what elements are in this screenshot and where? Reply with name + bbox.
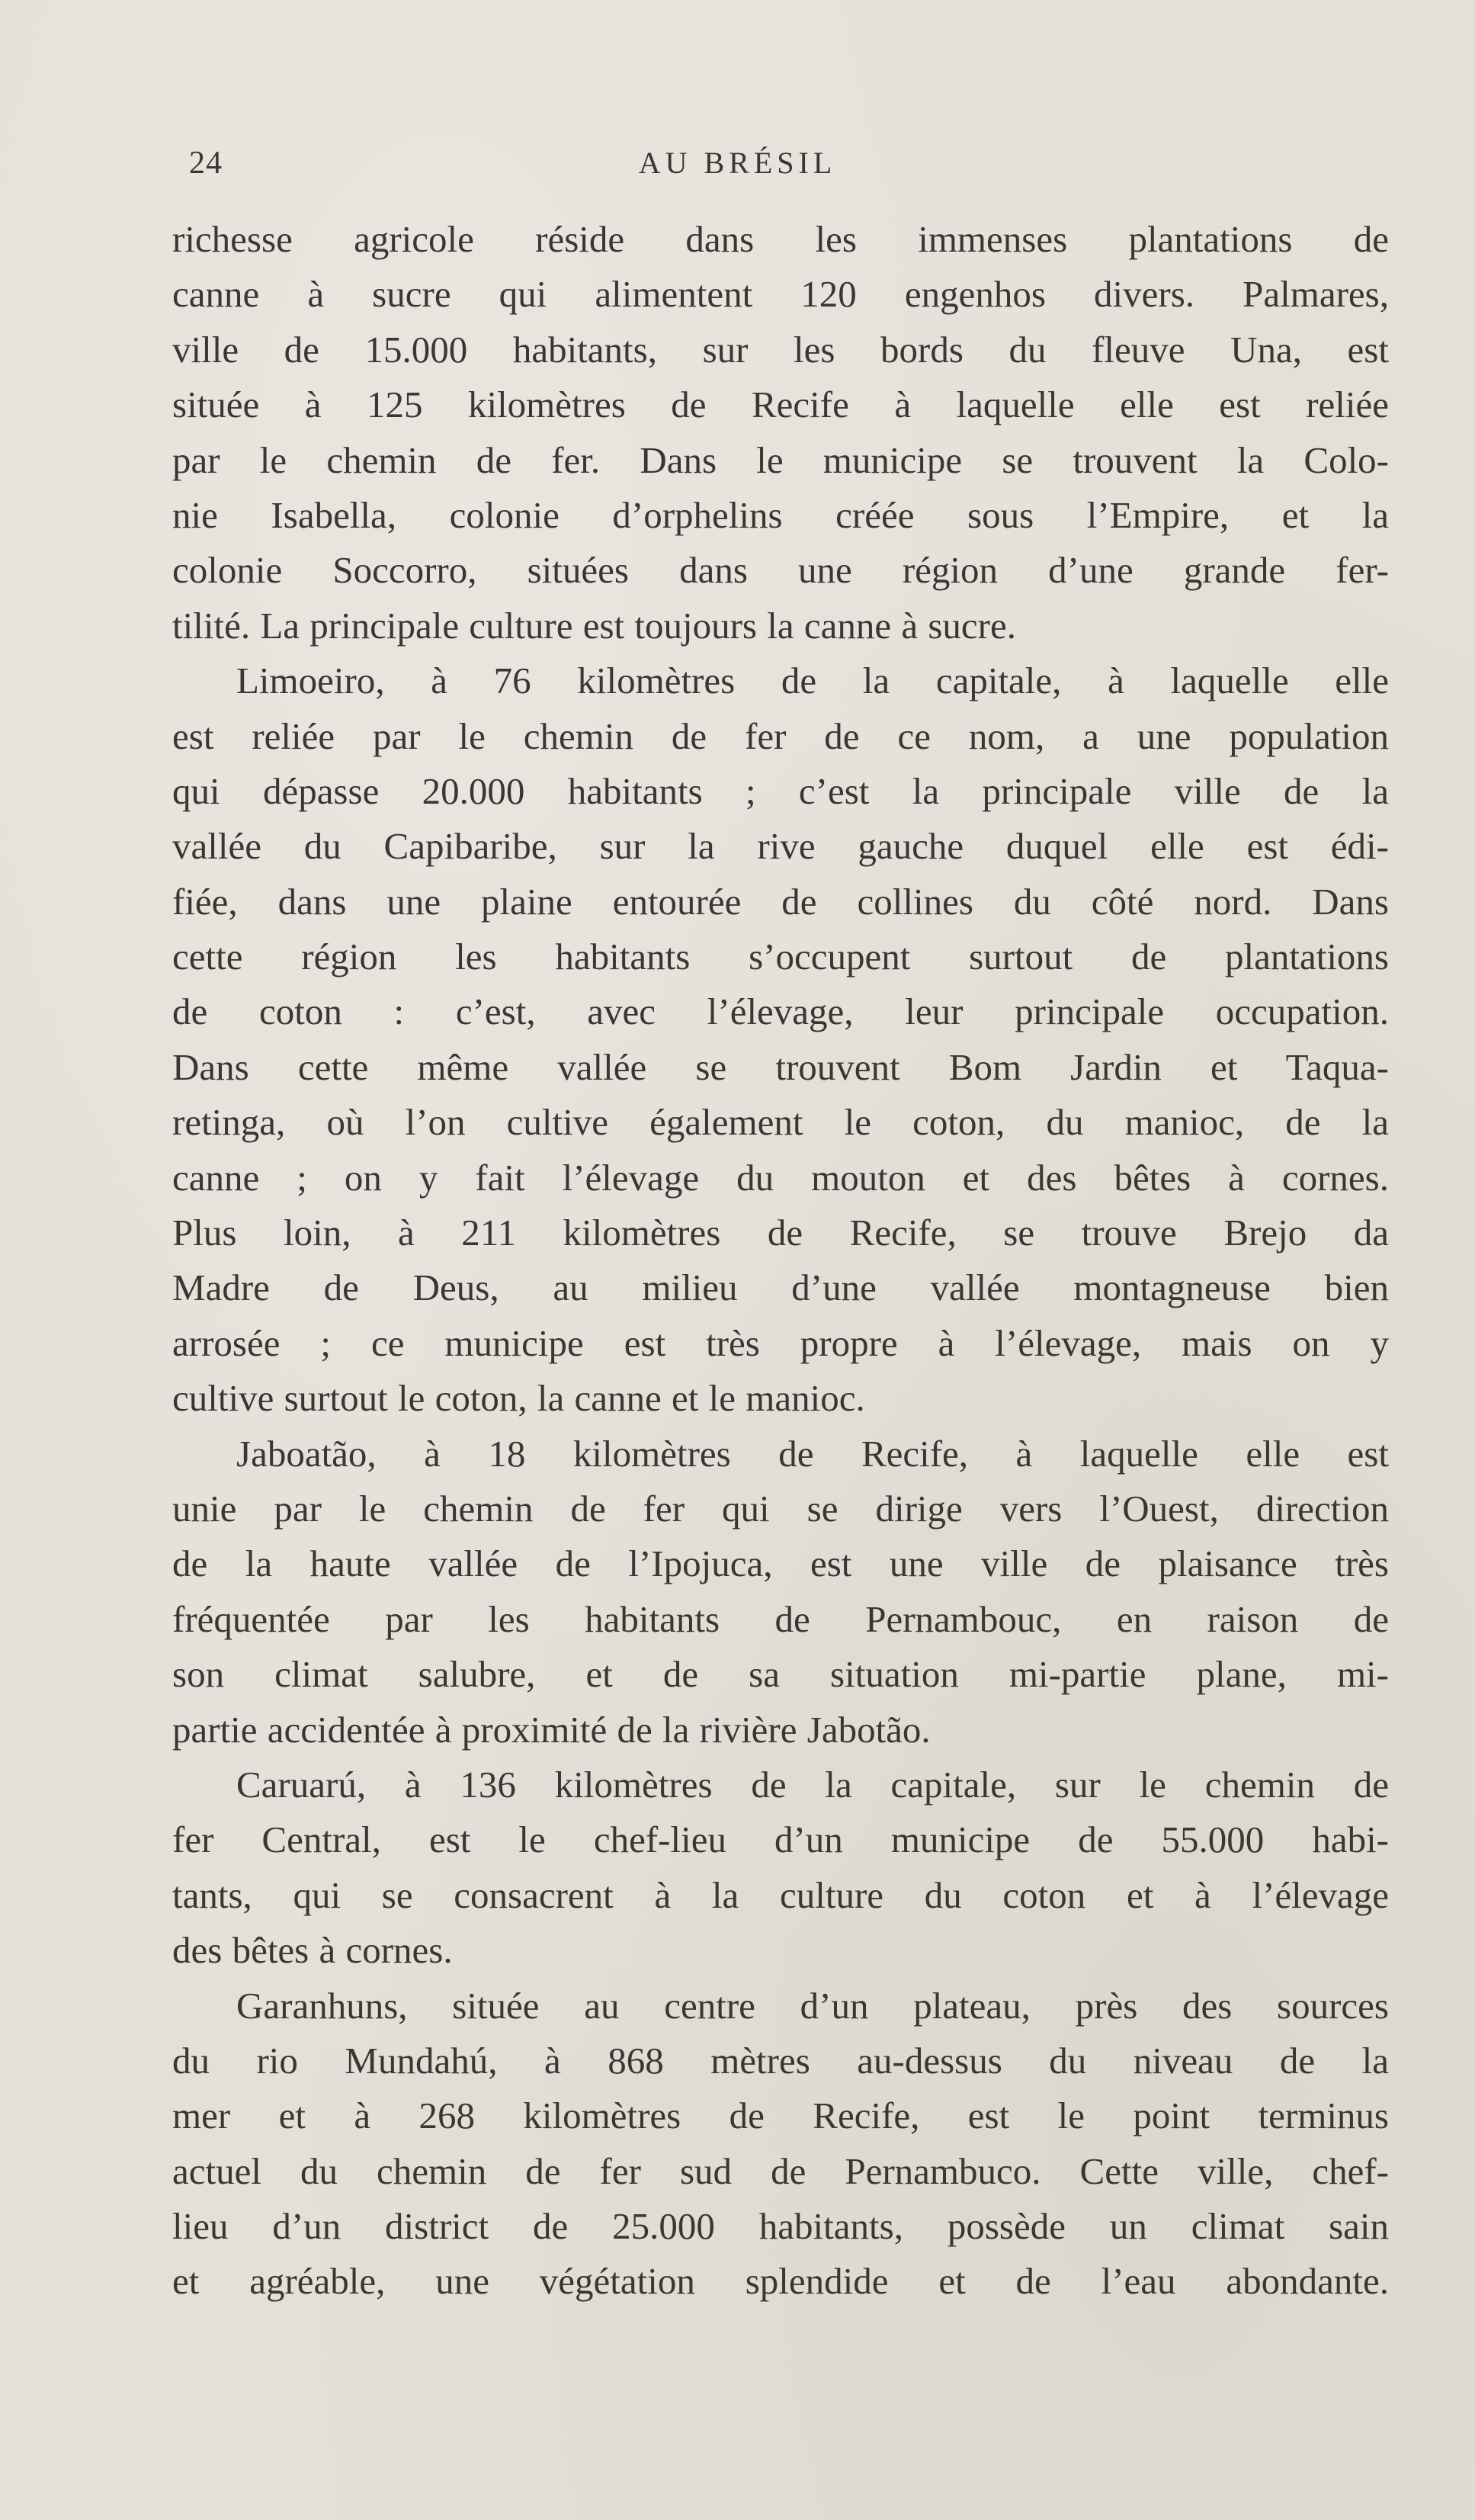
text-line: son climat salubre, et de sa situation mi-partie plane, mi-	[172, 1653, 1389, 1696]
text-line: fer Central, est le chef-lieu d’un municipe de 55.000 habi-	[172, 1819, 1389, 1861]
text-line: fréquentée par les habitants de Pernambouc, en raison de	[172, 1597, 1389, 1640]
text-line: du rio Mundahú, à 868 mètres au-dessus du niveau de la	[172, 2039, 1389, 2082]
text-line: Madre de Deus, au milieu d’une vallée montagneuse bien	[172, 1266, 1389, 1309]
text-line: est reliée par le chemin de fer de ce nom, a une population	[172, 714, 1389, 757]
text-line: unie par le chemin de fer qui se dirige vers l’Ouest, direction	[172, 1487, 1389, 1530]
text-line: cultive surtout le coton, la canne et le manioc.	[172, 1377, 865, 1420]
text-line: tants, qui se consacrent à la culture du coton et à l’élevage	[172, 1873, 1389, 1916]
paragraph	[172, 1427, 1389, 1758]
text-line: fiée, dans une plaine entourée de collines du côté nord. Dans	[172, 880, 1389, 923]
text-line: retinga, où l’on cultive également le coton, du manioc, de la	[172, 1101, 1389, 1144]
text-line: Plus loin, à 211 kilomètres de Recife, se trouve Brejo da	[172, 1212, 1389, 1254]
running-title: AU BRÉSIL	[638, 146, 837, 180]
text-line: nie Isabella, colonie d’orphelins créée sous l’Empire, et la	[172, 493, 1389, 536]
text-line: qui dépasse 20.000 habitants ; c’est la principale ville de la	[172, 769, 1389, 812]
paragraph	[172, 653, 1389, 1426]
text-line: Caruarú, à 136 kilomètres de la capitale, sur le chemin de	[236, 1763, 1389, 1806]
text-line: mer et à 268 kilomètres de Recife, est le point terminus	[172, 2095, 1389, 2137]
running-header	[0, 145, 1475, 191]
text-line: et agréable, une végétation splendide et de l’eau abondante.	[172, 2260, 1389, 2303]
text-line: tilité. La principale culture est toujours la canne à sucre.	[172, 604, 1016, 647]
text-line: actuel du chemin de fer sud de Pernambuco. Cette ville, chef-	[172, 2149, 1389, 2192]
text-line: de la haute vallée de l’Ipojuca, est une ville de plaisance très	[172, 1542, 1389, 1585]
text-line: richesse agricole réside dans les immenses plantations de	[172, 218, 1389, 260]
text-line: ville de 15.000 habitants, sur les bords du fleuve Una, est	[172, 328, 1389, 371]
text-line: lieu d’un district de 25.000 habitants, possède un climat sain	[172, 2205, 1389, 2248]
paragraph	[172, 1758, 1389, 1979]
paragraph	[172, 212, 1389, 653]
text-line: de coton : c’est, avec l’élevage, leur principale occupation.	[172, 990, 1389, 1033]
text-line: des bêtes à cornes.	[172, 1929, 453, 1972]
text-line: vallée du Capibaribe, sur la rive gauche duquel elle est édi-	[172, 825, 1389, 868]
text-line: colonie Soccorro, situées dans une région d’une grande fer-	[172, 549, 1389, 592]
text-line: Limoeiro, à 76 kilomètres de la capitale, à laquelle elle	[236, 660, 1389, 702]
paragraph	[172, 1979, 1389, 2310]
page-number: 24	[189, 146, 223, 181]
text-line: cette région les habitants s’occupent surtout de plantations	[172, 936, 1389, 978]
text-line: canne ; on y fait l’élevage du mouton et des bêtes à cornes.	[172, 1156, 1389, 1199]
text-line: Garanhuns, située au centre d’un plateau, près des sources	[236, 1984, 1389, 2027]
text-line: Dans cette même vallée se trouvent Bom Jardin et Taqua-	[172, 1045, 1389, 1088]
text-line: par le chemin de fer. Dans le municipe se trouvent la Colo-	[172, 438, 1389, 481]
text-line: Jaboatão, à 18 kilomètres de Recife, à laquelle elle est	[236, 1432, 1389, 1475]
text-line: partie accidentée à proximité de la rivière Jabotão.	[172, 1708, 931, 1751]
text-line: arrosée ; ce municipe est très propre à l’élevage, mais on y	[172, 1321, 1389, 1364]
body-text	[172, 212, 1389, 2310]
text-line: située à 125 kilomètres de Recife à laquelle elle est reliée	[172, 384, 1389, 426]
text-line: canne à sucre qui alimentent 120 engenhos divers. Palmares,	[172, 273, 1389, 316]
